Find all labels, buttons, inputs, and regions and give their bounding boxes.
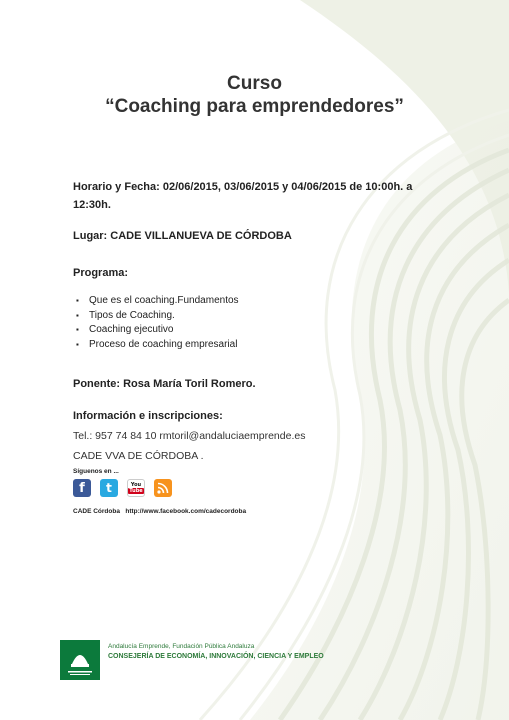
list-item: ▪ Coaching ejecutivo <box>73 323 239 338</box>
location: Lugar: CADE VILLANUEVA DE CÓRDOBA <box>73 230 292 242</box>
youtube-you-text: You <box>130 482 142 488</box>
facebook-link[interactable]: CADE Córdoba http://www.facebook.com/cadecordoba <box>73 508 247 515</box>
course-title: “Coaching para emprendedores” <box>105 96 404 117</box>
facebook-icon[interactable]: f <box>73 479 91 497</box>
youtube-tube-text: Tube <box>129 488 143 494</box>
list-item: ▪ Proceso de coaching empresarial <box>73 338 239 353</box>
schedule: Horario y Fecha: 02/06/2015, 03/06/2015 y 04/06/2015 de 10:00h. a 12:30h. <box>73 181 413 211</box>
org-line: Andalucía Emprende, Fundación Pública Andaluza <box>108 643 255 650</box>
twitter-icon[interactable]: t <box>100 479 118 497</box>
course-label: Curso <box>227 73 282 94</box>
speaker: Ponente: Rosa María Toril Romero. <box>73 378 256 390</box>
rss-glyph <box>157 482 169 494</box>
program-list <box>73 294 239 352</box>
youtube-icon[interactable] <box>127 479 145 497</box>
rss-icon[interactable] <box>154 479 172 497</box>
follow-label: Síguenos en ... <box>73 468 119 475</box>
logo-emblem <box>60 640 100 680</box>
list-item: ▪ Que es el coaching.Fundamentos <box>73 294 239 309</box>
junta-andalucia-logo <box>60 640 100 680</box>
social-icons <box>73 479 172 497</box>
program-heading: Programa: <box>73 267 129 279</box>
info-heading: Información e inscripciones: <box>73 410 223 422</box>
consejeria-line: CONSEJERÍA DE ECONOMÍA, INNOVACIÓN, CIENCIA Y EMPLEO <box>108 653 324 660</box>
contact-line: Tel.: 957 74 84 10 rmtoril@andaluciaemprende.es <box>73 430 306 442</box>
list-item: ▪ Tipos de Coaching. <box>73 309 239 324</box>
cade-name: CADE VVA DE CÓRDOBA . <box>73 450 204 462</box>
footer-organization <box>108 643 324 660</box>
